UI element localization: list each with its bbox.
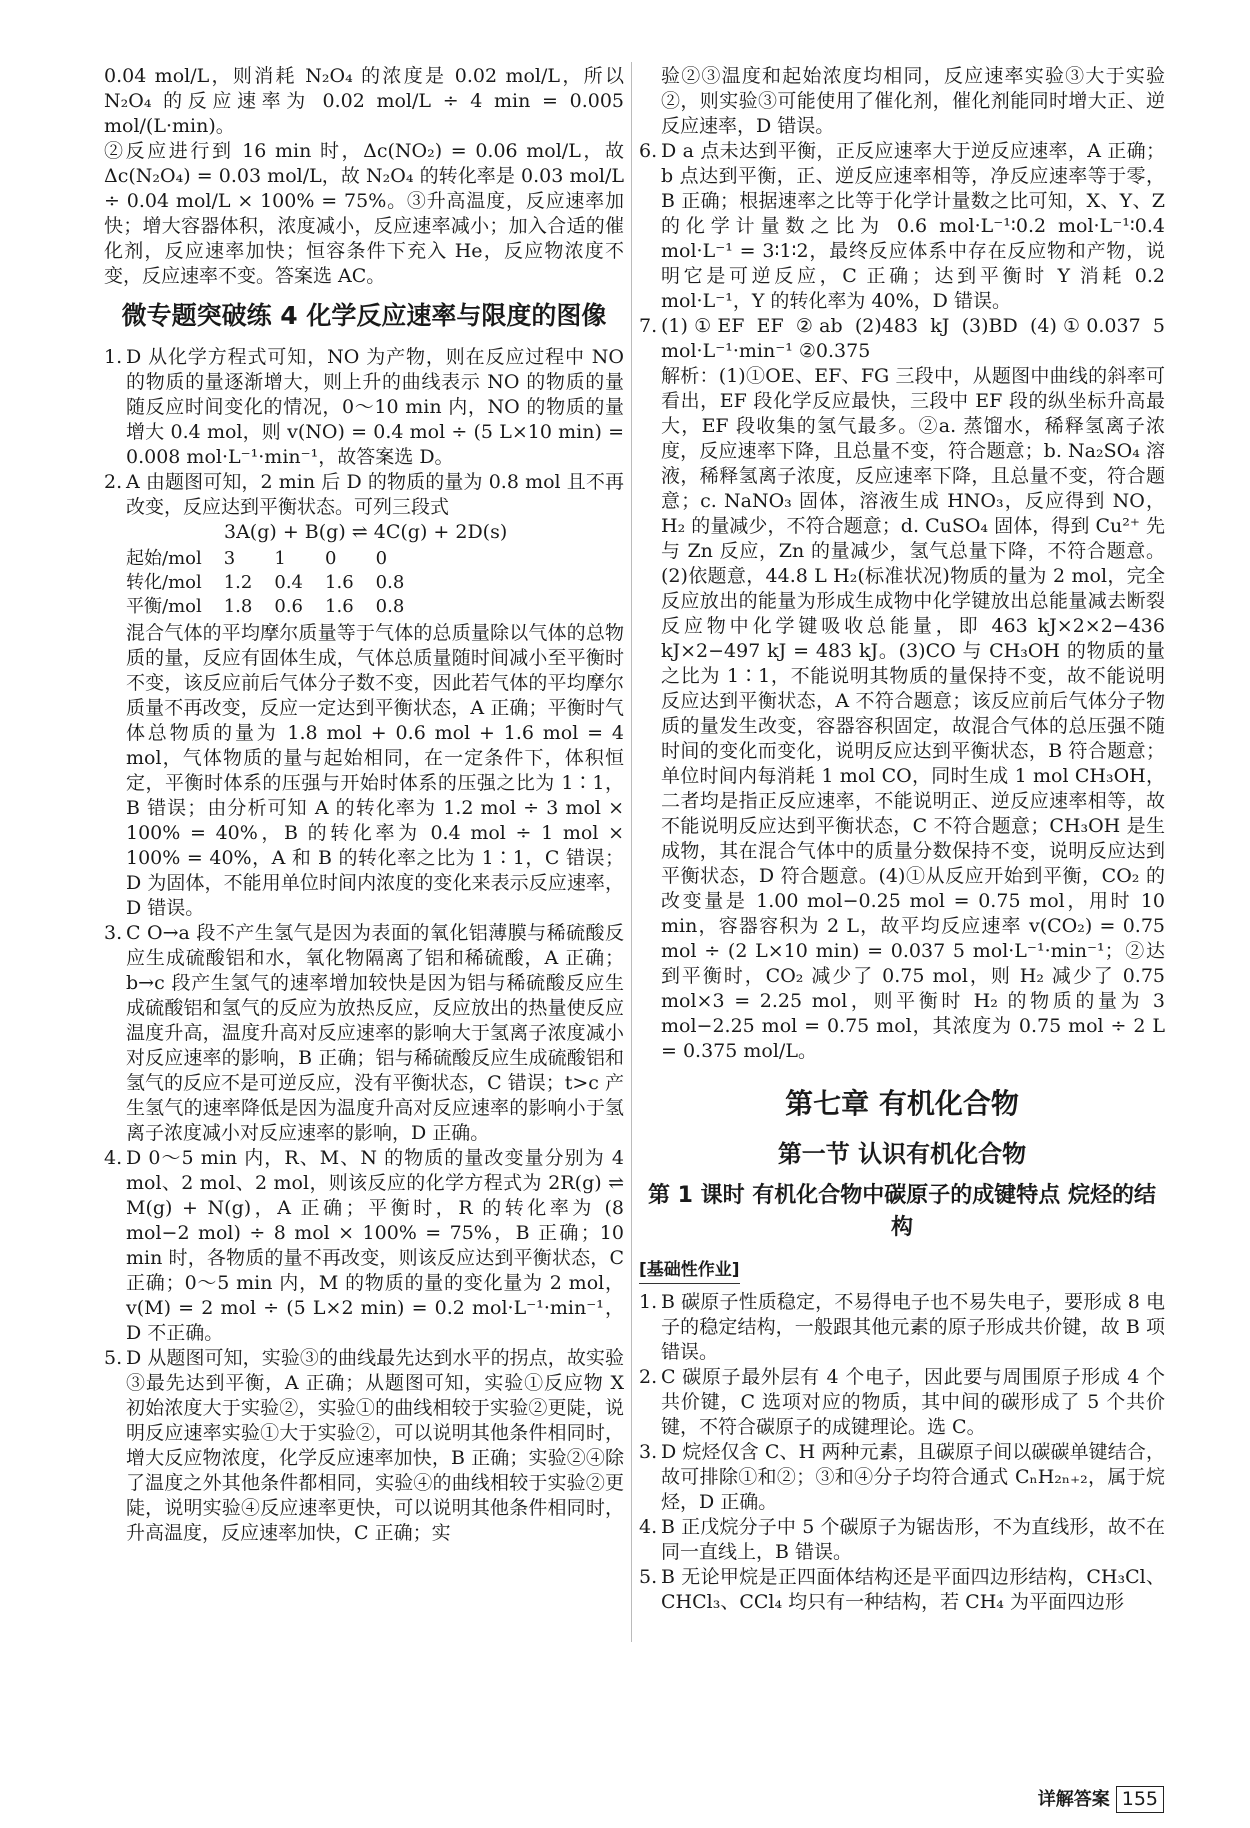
- item-text: B 碳原子性质稳定，不易得电子也不易失电子，要形成 8 电子的稳定结构，一般跟其他元素的原子形成共价键，故 B 项错误。: [661, 1291, 1165, 1363]
- item-number: 1.: [104, 346, 123, 368]
- right-column: [639, 64, 1165, 1615]
- item-number: 3.: [104, 922, 123, 944]
- left-column: [104, 64, 624, 1546]
- answer-item: [639, 139, 1165, 314]
- table-row: 转化/mol 1.2 0.4 1.6 0.8: [126, 572, 405, 593]
- item-number: 3.: [639, 1441, 658, 1463]
- item-text: D 烷烃仅含 C、H 两种元素，且碳原子间以碳碳单键结合，故可排除①和②；③和④分子均符合通式 CₙH₂ₙ₊₂，属于烷烃，D 正确。: [661, 1441, 1165, 1513]
- item-text: C 碳原子最外层有 4 个电子，因此要与周围原子形成 4 个共价键，C 选项对应的物质，其中间的碳形成了 5 个共价键，不符合碳原子的成键理论。选 C。: [661, 1366, 1165, 1438]
- item-text: D 从化学方程式可知，NO 为产物，则在反应过程中 NO 的物质的量逐渐增大，则上升的曲线表示 NO 的物质的量随反应时间变化的情况，0～10 min 内，NO 的物质的量增大 0.4 mol，则 v(NO) = 0.4 mol ÷ (5 L×10 min) = 0.008 mol·L⁻¹·min⁻¹，故答案选 D。: [126, 346, 624, 468]
- answer-item: [639, 1515, 1165, 1565]
- item-text: (1)①EF EF ②ab (2)483 kJ (3)BD (4)①0.037 5 mol·L⁻¹·min⁻¹ ②0.375: [661, 315, 1165, 362]
- footer-label: 详解答案: [1037, 1789, 1110, 1810]
- item-number: 2.: [639, 1366, 658, 1388]
- answer-item: [104, 345, 624, 470]
- analysis-text: 解析：(1)①OE、EF、FG 三段中，从题图中曲线的斜率可看出，EF 段化学反应最快，三段中 EF 段的纵坐标升高最大，EF 段收集的氢气最多。②a. 蒸馏水，稀释氢离子浓度，反应速率下降，且总量不变，符合题意；b. Na₂SO₄ 溶液，稀释氢离子浓度，反应速率下降，且总量不变，符合题意；c. NaNO₃ 固体，溶液生成 HNO₃，反应得到 NO，H₂ 的量减少，不符合题意；d. CuSO₄ 固体，得到 Cu²⁺ 先与 Zn 反应，Zn 的量减少，氢气总量下降，不符合题意。(2)依题意，44.8 L H₂(标准状况)物质的量为 2 mol，完全反应放出的能量为形成生成物中化学键放出总能量减去断裂反应物中化学键吸收总能量，即 463 kJ×2×2−436 kJ×2−497 kJ = 483 kJ。(3)CO 与 CH₃OH 的物质的量之比为 1∶1，不能说明其物质的量保持不变，故不能说明反应达到平衡状态，A 不符合题意；该反应前后气体分子物质的量发生改变，容器容积固定，故混合气体的总压强不随时间的变化而变化，说明反应达到平衡状态，B 符合题意；单位时间内每消耗 1 mol CO，同时生成 1 mol CH₃OH，二者均是指正反应速率，不能说明正、逆反应速率相等，故不能说明反应达到平衡状态，C 不符合题意；CH₃OH 是生成物，其在混合气体中的质量分数保持不变，说明反应达到平衡状态，D 符合题意。(4)①从反应开始到平衡，CO₂ 的改变量是 1.00 mol−0.25 mol = 0.75 mol，用时 10 min，容器容积为 2 L，故平均反应速率 v(CO₂) = 0.75 mol ÷ (2 L×10 min) = 0.037 5 mol·L⁻¹·min⁻¹；②达到平衡时，CO₂ 减少了 0.75 mol，则 H₂ 减少了 0.75 mol×3 = 2.25 mol，则平衡时 H₂ 的物质的量为 3 mol−2.25 mol = 0.75 mol，其浓度为 0.75 mol ÷ 2 L = 0.375 mol/L。: [661, 365, 1165, 1062]
- lesson-title: 第 1 课时 有机化合物中碳原子的成键特点 烷烃的结构: [648, 1183, 1156, 1240]
- answer-item: [104, 1146, 624, 1346]
- section-title: 微专题突破练 4 化学反应速率与限度的图像: [121, 301, 607, 330]
- answer-item: [639, 1365, 1165, 1440]
- page-footer: [1038, 1786, 1164, 1813]
- answer-item: [639, 1440, 1165, 1515]
- three-stage-table: [126, 547, 426, 619]
- item-text: D a 点未达到平衡，正反应速率大于逆反应速率，A 正确；b 点达到平衡，正、逆反应速率相等，净反应速率等于零，B 正确；根据速率之比等于化学计量数之比可知，X、Y、Z 的化学计量数之比为 0.6 mol·L⁻¹∶0.2 mol·L⁻¹∶0.4 mol·L⁻¹ = 3∶1∶2，最终反应体系中存在反应物和产物，说明它是可逆反应，C 正确；达到平衡时 Y 消耗 0.2 mol·L⁻¹，Y 的转化率为 40%，D 错误。: [661, 140, 1165, 312]
- item-text: D 0～5 min 内，R、M、N 的物质的量改变量分别为 4 mol、2 mol、2 mol，则该反应的化学方程式为 2R(g) ⇌ M(g) + N(g)，A 正确；平衡时，R 的转化率为 (8 mol−2 mol) ÷ 8 mol × 100% = 75%，B 正确；10 min 时，各物质的量不再改变，则该反应达到平衡状态，C 正确；0～5 min 内，M 的物质的量的变化量为 2 mol，v(M) = 2 mol ÷ (5 L×2 min) = 0.2 mol·L⁻¹·min⁻¹，D 不正确。: [126, 1147, 624, 1344]
- table-row: 起始/mol 3 1 0 0: [126, 548, 388, 569]
- answer-item: [104, 921, 624, 1146]
- intro-paragraph-1: 0.04 mol/L，则消耗 N₂O₄ 的浓度是 0.02 mol/L，所以 N₂O₄ 的反应速率为 0.02 mol/L ÷ 4 min = 0.005 mol/(L·min)。: [104, 65, 624, 137]
- item-number: 1.: [639, 1291, 658, 1313]
- item-number: 4.: [104, 1147, 123, 1169]
- chapter-title: 第七章 有机化合物: [785, 1087, 1019, 1120]
- page-number: 155: [1116, 1786, 1164, 1813]
- answer-item: [639, 314, 1165, 364]
- intro-paragraph-2: ②反应进行到 16 min 时，Δc(NO₂) = 0.06 mol/L，故 Δc(N₂O₄) = 0.03 mol/L，故 N₂O₄ 的转化率是 0.03 mol/L ÷ 0.04 mol/L × 100% = 75%。③升高温度，反应速率加快；增大容器体积，浓度减小，反应速率减小；加入合适的催化剂，反应速率加快；恒容条件下充入 He，反应物浓度不变，反应速率不变。答案选 AC。: [104, 140, 624, 287]
- item-number: 5.: [104, 1347, 123, 1369]
- column-divider: [631, 62, 632, 1642]
- item-text: A 由题图可知，2 min 后 D 的物质的量为 0.8 mol 且不再改变，反应达到平衡状态。可列三段式: [126, 471, 624, 518]
- answer-item: [639, 1290, 1165, 1365]
- answer-item: [104, 470, 624, 520]
- homework-tag: [基础性作业]: [639, 1258, 740, 1284]
- item-text: C O→a 段不产生氢气是因为表面的氧化铝薄膜与稀硫酸反应生成硫酸铝和水，氧化物隔离了铝和稀硫酸，A 正确；b→c 段产生氢气的速率增加较快是因为铝与稀硫酸反应生成硫酸铝和氢气的反应为放热反应，反应放出的热量使反应温度升高，温度升高对反应速率的影响大于氢离子浓度减小对反应速率的影响，B 正确；铝与稀硫酸反应生成硫酸铝和氢气的反应不是可逆反应，没有平衡状态，C 错误；t>c 产生氢气的速率降低是因为温度升高对反应速率的影响小于氢离子浓度减小对反应速率的影响，D 正确。: [126, 922, 624, 1144]
- item-text-continued: 验②③温度和起始浓度均相同，反应速率实验③大于实验②，则实验③可能使用了催化剂，催化剂能同时增大正、逆反应速率，D 错误。: [661, 65, 1165, 137]
- table-row: 平衡/mol 1.8 0.6 1.6 0.8: [126, 596, 405, 617]
- item-text: B 正戊烷分子中 5 个碳原子为锯齿形，不为直线形，故不在同一直线上，B 错误。: [661, 1516, 1165, 1563]
- item-number: 6.: [639, 140, 658, 162]
- item-number: 4.: [639, 1516, 658, 1538]
- item-text: B 无论甲烷是正四面体结构还是平面四边形结构，CH₃Cl、CHCl₃、CCl₄ 均只有一种结构，若 CH₄ 为平面四边形: [661, 1566, 1165, 1613]
- answer-item: [639, 1565, 1165, 1615]
- reaction-equation: 3A(g) + B(g) ⇌ 4C(g) + 2D(s): [224, 521, 508, 543]
- item-text: D 从题图可知，实验③的曲线最先达到水平的拐点，故实验③最先达到平衡，A 正确；从题图可知，实验①反应物 X 初始浓度大于实验②，实验①的曲线相较于实验②更陡，说明反应速率实验①大于实验②，可以说明其他条件相同时，增大反应物浓度，化学反应速率加快，B 正确；实验②④除了温度之外其他条件都相同，实验④的曲线相较于实验②更陡，说明实验④反应速率更快，可以说明其他条件相同时，升高温度，反应速率加快，C 正确；实: [126, 1347, 624, 1544]
- answer-item: [104, 1346, 624, 1546]
- item-number: 2.: [104, 471, 123, 493]
- item-number: 5.: [639, 1566, 658, 1588]
- item-number: 7.: [639, 315, 658, 337]
- section-title: 第一节 认识有机化合物: [777, 1140, 1027, 1168]
- item-text-continued: 混合气体的平均摩尔质量等于气体的总质量除以气体的总物质的量，反应有固体生成，气体总质量随时间减小至平衡时不变，该反应前后气体分子数不变，因此若气体的平均摩尔质量不再改变，反应一定达到平衡状态，A 正确；平衡时气体总物质的量为 1.8 mol + 0.6 mol + 1.6 mol = 4 mol，气体物质的量与起始相同，在一定条件下，体积恒定，平衡时体系的压强与开始时体系的压强之比为 1∶1，B 错误；由分析可知 A 的转化率为 1.2 mol ÷ 3 mol × 100% = 40%，B 的转化率为 0.4 mol ÷ 1 mol × 100% = 40%，A 和 B 的转化率之比为 1∶1，C 错误；D 为固体，不能用单位时间内浓度的变化来表示反应速率，D 错误。: [126, 622, 624, 919]
